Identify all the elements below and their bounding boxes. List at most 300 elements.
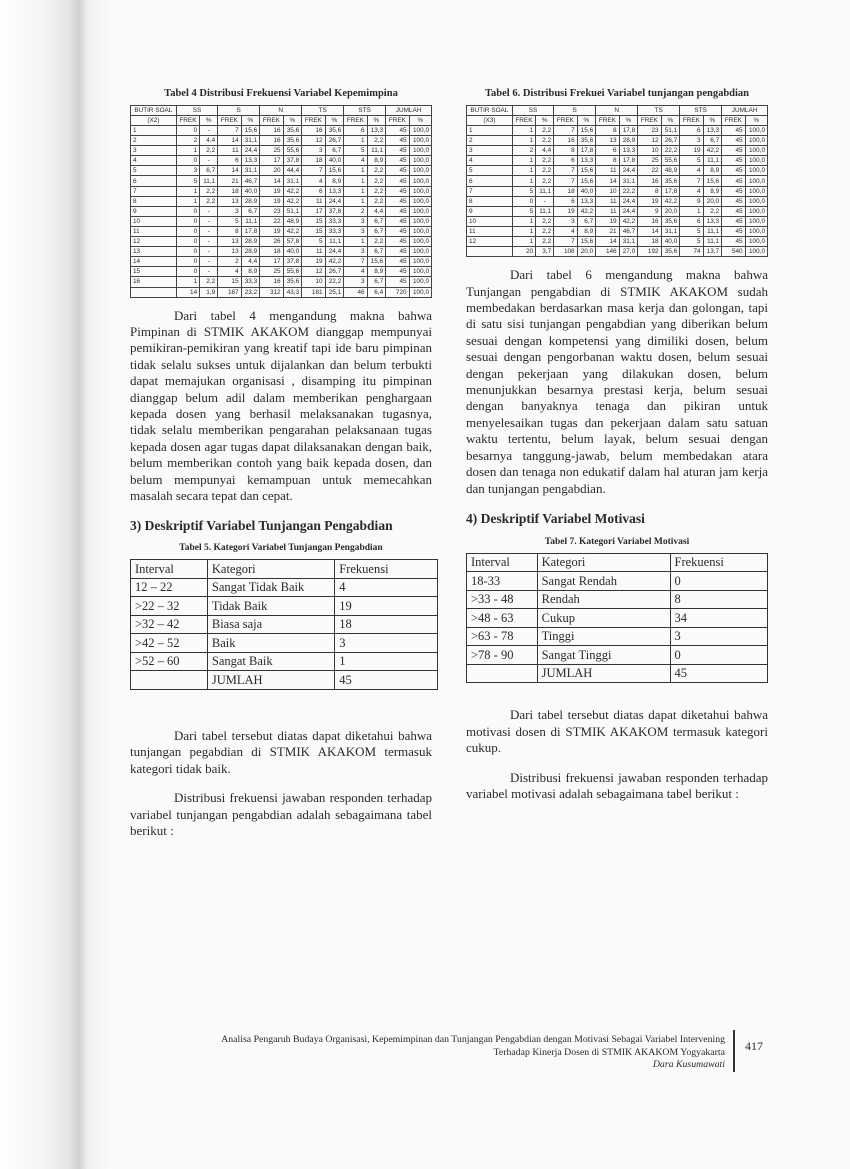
table-cell: 4 <box>218 267 241 277</box>
table-cell: 13,3 <box>325 186 344 196</box>
table-cell: 31,1 <box>619 237 638 247</box>
table-cell: 100,0 <box>409 267 431 277</box>
table-cell: 2 <box>344 206 367 216</box>
table-cell: 15,6 <box>325 166 344 176</box>
table-cell: JUMLAH <box>537 664 670 683</box>
table-cell: 1 <box>512 166 535 176</box>
table-cell: 16 <box>302 126 325 136</box>
table-cell: 20,0 <box>577 247 596 257</box>
table-cell: 3 <box>554 216 577 226</box>
table-cell: - <box>200 126 218 136</box>
table-cell: 13,7 <box>703 247 722 257</box>
table-cell: 100,0 <box>409 196 431 206</box>
table-cell: 13,3 <box>577 196 596 206</box>
table-cell: 13,3 <box>619 146 638 156</box>
table-cell: 45 <box>722 136 745 146</box>
table-cell: 8 <box>596 156 619 166</box>
table-cell: 100,0 <box>409 186 431 196</box>
section4-heading: 4) Deskriptif Variabel Motivasi <box>466 510 645 526</box>
table-cell: 11 <box>467 226 513 236</box>
table-row <box>467 156 768 166</box>
table-row <box>467 176 768 186</box>
table-row <box>131 652 438 671</box>
table-cell: 4,4 <box>367 206 386 216</box>
table-cell: 21 <box>596 226 619 236</box>
table-cell: 17,8 <box>619 126 638 136</box>
table-row <box>467 247 768 257</box>
table-cell: 5 <box>467 166 513 176</box>
table-cell: 0 <box>176 126 199 136</box>
table-cell: 19 <box>680 146 703 156</box>
table-cell: 8,9 <box>325 176 344 186</box>
table-row <box>131 136 432 146</box>
table-cell: JUMLAH <box>207 671 334 690</box>
table-cell: 15 <box>302 216 325 226</box>
table-cell: 100,0 <box>409 176 431 186</box>
table-cell: 16 <box>260 126 283 136</box>
table-cell: Sangat Tinggi <box>537 646 670 665</box>
table-cell: - <box>536 196 554 206</box>
footer-author: Dara Kusumawati <box>652 1059 725 1070</box>
table-cell: 45 <box>386 166 409 176</box>
table-cell: 22 <box>260 216 283 226</box>
table-cell: 19 <box>260 186 283 196</box>
table-cell: 45 <box>722 206 745 216</box>
table-cell: 19 <box>260 196 283 206</box>
table-cell: 6 <box>344 126 367 136</box>
table-cell: 1 <box>335 652 438 671</box>
table-cell: 12 <box>302 267 325 277</box>
table-cell: 0 <box>512 196 535 206</box>
table-cell: 45 <box>386 216 409 226</box>
table-cell: 11 <box>596 166 619 176</box>
table-cell: 45 <box>722 186 745 196</box>
table-cell: 7 <box>554 126 577 136</box>
table-cell: 8 <box>670 590 767 609</box>
table-cell: 45 <box>386 257 409 267</box>
table-cell: 1 <box>512 237 535 247</box>
table-cell: 12 <box>638 136 661 146</box>
table-cell: 2,2 <box>536 226 554 236</box>
table-cell: 100,0 <box>745 166 767 176</box>
table-cell: 2,2 <box>367 136 386 146</box>
table-cell: 5 <box>344 146 367 156</box>
table-cell: 5 <box>512 206 535 216</box>
table-row <box>467 206 768 216</box>
table-cell: 45 <box>386 277 409 287</box>
table-cell: 8 <box>131 196 177 206</box>
table-cell: 13,3 <box>241 156 260 166</box>
table-cell: 45 <box>722 146 745 156</box>
table-cell: 35,6 <box>577 136 596 146</box>
table-cell: 26,7 <box>325 136 344 146</box>
table-cell: 40,0 <box>577 186 596 196</box>
table-cell: 17 <box>302 206 325 216</box>
table-cell: 100,0 <box>745 186 767 196</box>
table-cell: 24,4 <box>325 196 344 206</box>
table-cell: 20,0 <box>703 196 722 206</box>
table-cell: 15,6 <box>367 257 386 267</box>
table-cell: 5 <box>512 186 535 196</box>
table-cell: Rendah <box>537 590 670 609</box>
table-cell: 7 <box>554 237 577 247</box>
table-cell: 720 <box>386 287 409 297</box>
table-cell: 1 <box>176 146 199 156</box>
table-cell: - <box>200 247 218 257</box>
table-cell: 7 <box>554 176 577 186</box>
table-row <box>131 126 432 136</box>
table-cell: 4 <box>680 166 703 176</box>
table-cell: Tinggi <box>537 627 670 646</box>
table-cell: 10 <box>596 186 619 196</box>
table-cell: 31,1 <box>619 176 638 186</box>
table-cell: 18 <box>260 247 283 257</box>
table-cell: 1 <box>512 226 535 236</box>
table4-caption: Tabel 4 Distribusi Frekuensi Variabel Kepemimpina <box>164 88 398 99</box>
table-cell: 5 <box>218 216 241 226</box>
table-cell: 31,1 <box>283 176 302 186</box>
table-cell: FREK <box>344 116 367 126</box>
table-cell: 21 <box>218 176 241 186</box>
table-cell: 5 <box>176 176 199 186</box>
table-cell: 100,0 <box>409 146 431 156</box>
table-cell: 3 <box>344 216 367 226</box>
table-cell: % <box>703 116 722 126</box>
table-cell: 42,2 <box>283 186 302 196</box>
table-row <box>131 226 432 236</box>
table-cell: 2,2 <box>536 176 554 186</box>
table-cell: 4,4 <box>241 257 260 267</box>
table-cell: Sangat Baik <box>207 652 334 671</box>
table7-caption: Tabel 7. Kategori Variabel Motivasi <box>544 536 690 547</box>
table-cell: 17 <box>260 257 283 267</box>
table-cell: Biasa saja <box>207 615 334 634</box>
table-cell: 100,0 <box>745 206 767 216</box>
table-cell: 4 <box>554 226 577 236</box>
table-cell: 1 <box>344 196 367 206</box>
table-cell: >52 – 60 <box>131 652 208 671</box>
table-cell: 5 <box>131 166 177 176</box>
table-cell: 0 <box>176 237 199 247</box>
table-cell: 100,0 <box>745 237 767 247</box>
table-header-row <box>131 106 432 116</box>
table-cell: 37,8 <box>325 206 344 216</box>
table-cell: 14 <box>218 136 241 146</box>
table-cell: 10 <box>638 146 661 156</box>
table-cell: 8,9 <box>577 226 596 236</box>
table-cell: N <box>596 106 638 116</box>
table-row <box>131 277 432 287</box>
table-header-row <box>131 560 438 579</box>
table-cell: 10 <box>302 277 325 287</box>
table-cell: FREK <box>218 116 241 126</box>
table-cell: 46,7 <box>619 226 638 236</box>
table-cell: FREK <box>554 116 577 126</box>
table-cell: 28,9 <box>241 196 260 206</box>
table-row <box>131 156 432 166</box>
table-cell: 19 <box>638 196 661 206</box>
left-column <box>130 88 432 839</box>
table-row <box>131 237 432 247</box>
table-cell: 45 <box>386 146 409 156</box>
table-cell: % <box>241 116 260 126</box>
table-cell: Interval <box>131 560 208 579</box>
table-cell: 11,1 <box>241 216 260 226</box>
table-cell: 100,0 <box>409 237 431 247</box>
table7 <box>466 553 768 684</box>
table-cell: 100,0 <box>409 136 431 146</box>
table-cell: 0 <box>176 206 199 216</box>
table5-caption: Tabel 5. Kategori Variabel Tunjangan Pengabdian <box>179 543 383 554</box>
table-cell: FREK <box>596 116 619 126</box>
table-cell: 6,7 <box>367 247 386 257</box>
table-cell: 100,0 <box>745 146 767 156</box>
table-cell: 55,6 <box>283 146 302 156</box>
table-cell: 45 <box>386 237 409 247</box>
table-cell: 100,0 <box>745 136 767 146</box>
table-row <box>467 136 768 146</box>
table-cell: 4,4 <box>200 136 218 146</box>
table-row <box>467 226 768 236</box>
table-cell: 6 <box>218 156 241 166</box>
table-cell: 3 <box>176 166 199 176</box>
table-cell: 6,7 <box>367 226 386 236</box>
table-cell: % <box>661 116 680 126</box>
table-cell: FREK <box>176 116 199 126</box>
table-cell: % <box>619 116 638 126</box>
table-cell: 0 <box>176 156 199 166</box>
table-cell: 4 <box>131 156 177 166</box>
table-cell: - <box>200 237 218 247</box>
table-cell: STS <box>344 106 386 116</box>
table-row <box>131 206 432 216</box>
table-cell: 40,0 <box>241 186 260 196</box>
table-cell: 12 – 22 <box>131 578 208 597</box>
table-cell: 1 <box>344 237 367 247</box>
table-cell: FREK <box>260 116 283 126</box>
table-cell: % <box>200 116 218 126</box>
table-cell: 11,1 <box>536 186 554 196</box>
table-cell: 48,9 <box>661 166 680 176</box>
table-cell: 2 <box>131 136 177 146</box>
table-cell: FREK <box>302 116 325 126</box>
table-cell: 6,7 <box>200 166 218 176</box>
table-cell: FREK <box>512 116 535 126</box>
table-cell: 25 <box>638 156 661 166</box>
table-cell: - <box>200 257 218 267</box>
table-cell: 1 <box>344 186 367 196</box>
table-cell: 4 <box>344 156 367 166</box>
table-cell: 25,1 <box>325 287 344 297</box>
table-row <box>131 257 432 267</box>
table-row <box>131 634 438 653</box>
table-cell: FREK <box>722 116 745 126</box>
table-cell: 1 <box>512 126 535 136</box>
table-cell: 33,3 <box>241 277 260 287</box>
table-cell: 45 <box>722 196 745 206</box>
table-cell: 1 <box>176 277 199 287</box>
table-cell: >63 - 78 <box>467 627 538 646</box>
table-cell: 40,0 <box>661 237 680 247</box>
table-cell: 4,4 <box>536 146 554 156</box>
table-cell: 8,9 <box>703 186 722 196</box>
table-cell: 42,2 <box>283 226 302 236</box>
table-cell: 26,7 <box>661 136 680 146</box>
table-cell: 100,0 <box>745 226 767 236</box>
table-row <box>467 216 768 226</box>
table-cell: (X2) <box>131 116 177 126</box>
table-cell: 2,2 <box>367 176 386 186</box>
table-cell: 100,0 <box>745 176 767 186</box>
table-cell: 11,1 <box>703 226 722 236</box>
table-cell: 15,6 <box>241 126 260 136</box>
table-cell: 45 <box>722 126 745 136</box>
table-cell: 14 <box>260 176 283 186</box>
table-cell: 4 <box>344 267 367 277</box>
table-cell: 14 <box>218 166 241 176</box>
table-cell: 11,1 <box>325 237 344 247</box>
table-cell: 45 <box>722 226 745 236</box>
paragraph-distribution-left: Distribusi frekuensi jawaban responden terhadap variabel tunjangan pengabdian adalah sebagaimana tabel berikut : <box>130 790 432 838</box>
table-cell: Kategori <box>207 560 334 579</box>
table-cell: 46 <box>344 287 367 297</box>
table-cell: 15 <box>131 267 177 277</box>
table-cell: 10 <box>467 216 513 226</box>
table-cell: 16 <box>131 277 177 287</box>
table-cell: N <box>260 106 302 116</box>
table-cell: 3 <box>670 627 767 646</box>
table-cell: S <box>218 106 260 116</box>
table-cell: 6 <box>680 216 703 226</box>
table-row <box>131 267 432 277</box>
table-cell: 15 <box>218 277 241 287</box>
table-cell: 24,4 <box>325 247 344 257</box>
table-cell: 7 <box>680 176 703 186</box>
table-cell: 11,1 <box>536 206 554 216</box>
table-cell: 167 <box>218 287 241 297</box>
table-row <box>467 590 768 609</box>
paragraph-table6: Dari tabel 6 mengandung makna bahwa Tunjangan pengabdian di STMIK AKAKOM sudah membedakan berdasarkan masa kerja dan golongan, tapi di satu sisi tunjangan pengabdian yang diberikan belum sesuai dengan kompetensi yang dimiliki dosen, belum sesuai dengan pengorbanan waktu dosen, belum sesuai dengan pekerjaan yang dilakukan dosen, belum menunjukkan besarnya prestasi kerja, belum sesuai dengan banyaknya tenaga dan pikiran untuk menyelesaikan tugas dan pekerjaan dalam satu satuan waktu tertentu, belum layak, belum sesuai dengan besarnya tanggung-jawab, belum membedakan atara dosen dan tenaga non edukatif dalam hal aturan jam kerja dan tunjangan pengabdian. <box>466 267 768 496</box>
table-cell: 31,1 <box>661 226 680 236</box>
table-cell: 2,2 <box>200 186 218 196</box>
footer-divider <box>733 1030 735 1072</box>
table-cell: 45 <box>386 176 409 186</box>
paragraph-table5: Dari tabel tersebut diatas dapat diketahui bahwa tunjangan pegabdian di STMIK AKAKOM termasuk kategori tidak baik. <box>130 727 432 776</box>
table-cell: 7 <box>344 257 367 267</box>
table-cell: 45 <box>670 664 767 683</box>
table-cell: 7 <box>302 166 325 176</box>
table-cell: 42,2 <box>703 146 722 156</box>
table-cell: 6 <box>467 176 513 186</box>
table-cell: 1 <box>680 206 703 216</box>
table-cell: 1 <box>512 216 535 226</box>
table-cell: 1 <box>176 186 199 196</box>
table-cell: JUMLAH <box>722 106 768 116</box>
table-cell: 4 <box>680 186 703 196</box>
table-row <box>467 609 768 628</box>
table-cell: 8,9 <box>241 267 260 277</box>
table-cell: 14 <box>131 257 177 267</box>
table-row <box>131 578 438 597</box>
table-cell: 48,9 <box>283 216 302 226</box>
table-cell: >42 – 52 <box>131 634 208 653</box>
table-cell: 13,3 <box>367 126 386 136</box>
table-cell: 35,6 <box>661 176 680 186</box>
table-cell: 28,9 <box>241 247 260 257</box>
table-row <box>131 186 432 196</box>
table-cell: 20 <box>260 166 283 176</box>
table-cell: >48 - 63 <box>467 609 538 628</box>
table-cell: BUTIR SOAL <box>467 106 513 116</box>
table-cell: 5 <box>680 226 703 236</box>
table-cell: 17,8 <box>241 226 260 236</box>
table-cell: 13,3 <box>703 126 722 136</box>
table-cell: 22,2 <box>619 186 638 196</box>
table-cell: 0 <box>176 257 199 267</box>
table-cell: 3 <box>344 247 367 257</box>
table-row <box>131 287 432 297</box>
table-cell: 15,6 <box>577 176 596 186</box>
table-cell: 5 <box>680 156 703 166</box>
table-cell: 1 <box>344 176 367 186</box>
table-cell: >33 - 48 <box>467 590 538 609</box>
table-cell: 31,1 <box>241 136 260 146</box>
table-cell: 8 <box>638 186 661 196</box>
table-cell: 2,2 <box>536 166 554 176</box>
table-cell: 16 <box>260 277 283 287</box>
table-cell: 17,8 <box>619 156 638 166</box>
table-cell: 0 <box>176 247 199 257</box>
table-cell: 35,6 <box>283 277 302 287</box>
table-cell: Frekuensi <box>335 560 438 579</box>
table-cell: SS <box>512 106 553 116</box>
table-cell: 45 <box>722 176 745 186</box>
table-row <box>131 146 432 156</box>
table-cell: 13 <box>131 247 177 257</box>
table-cell: % <box>577 116 596 126</box>
table-cell: 100,0 <box>409 277 431 287</box>
table-cell: 6 <box>680 126 703 136</box>
table-cell: 45 <box>386 267 409 277</box>
table-cell: 6,4 <box>367 287 386 297</box>
table-cell: >32 – 42 <box>131 615 208 634</box>
table5 <box>130 559 438 690</box>
table-cell: 22 <box>638 166 661 176</box>
table-cell: 11 <box>302 247 325 257</box>
table4 <box>130 105 432 298</box>
table-cell: 42,2 <box>661 196 680 206</box>
table-cell: TS <box>638 106 680 116</box>
table-cell: 6,7 <box>367 277 386 287</box>
table-cell: - <box>200 226 218 236</box>
table-cell: 6 <box>302 186 325 196</box>
table-cell: 14 <box>176 287 199 297</box>
table-cell: 45 <box>386 186 409 196</box>
table-cell: 12 <box>131 237 177 247</box>
table-cell: 108 <box>554 247 577 257</box>
table-cell: 2 <box>218 257 241 267</box>
table-cell: 312 <box>260 287 283 297</box>
table-cell: 5 <box>680 237 703 247</box>
table-cell: 18-33 <box>467 572 538 591</box>
table-cell: 45 <box>386 247 409 257</box>
table-cell: 9 <box>131 206 177 216</box>
table-total-row <box>467 664 768 683</box>
table-cell: 40,0 <box>325 156 344 166</box>
table-cell: Interval <box>467 553 538 572</box>
table-cell: 19 <box>260 226 283 236</box>
table-cell: 0 <box>176 226 199 236</box>
